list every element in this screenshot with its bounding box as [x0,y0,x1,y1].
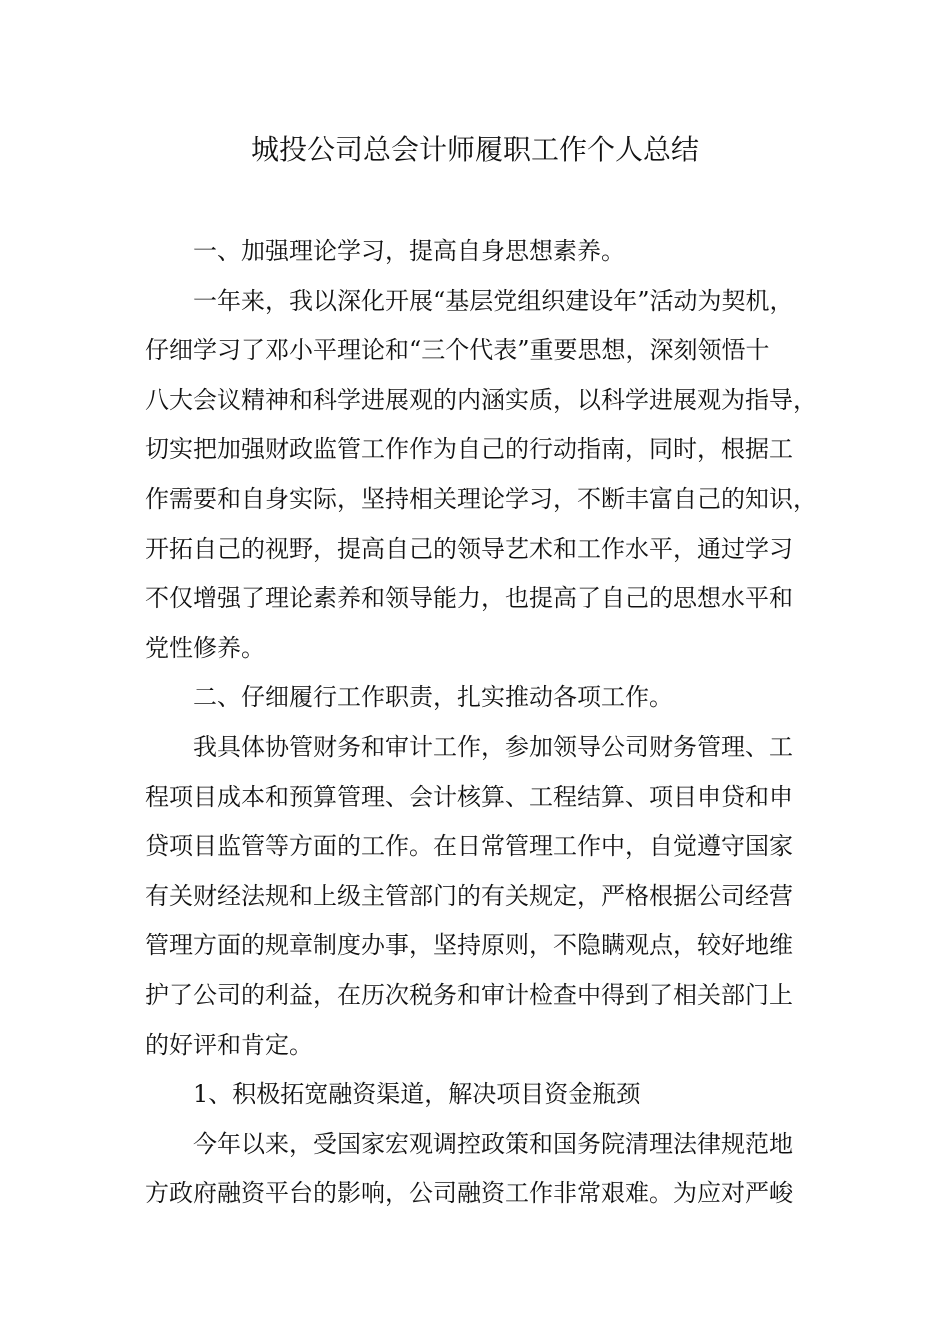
document-body [145,227,825,1219]
paragraph-line: 开拓自己的视野，提高自己的领导艺术和工作水平，通过学习 [145,534,793,563]
paragraph-line: 贷项目监管等方面的工作。在日常管理工作中，自觉遵守国家 [145,832,793,861]
paragraph-line: 仔细学习了邓小平理论和“三个代表”重要思想，深刻领悟十 [145,336,770,365]
paragraph-line: 今年以来，受国家宏观调控政策和国务院清理法律规范地 [193,1129,793,1158]
paragraph-line: 我具体协管财务和审计工作，参加领导公司财务管理、工 [193,732,793,761]
section-heading-2: 二、仔细履行工作职责，扎实推动各项工作。 [193,683,673,712]
paragraph-line: 方政府融资平台的影响，公司融资工作非常艰难。为应对严峻 [145,1179,793,1208]
paragraph-line: 党性修养。 [145,633,265,662]
paragraph-line: 不仅增强了理论素养和领导能力，也提高了自己的思想水平和 [145,584,793,613]
paragraph-line: 护了公司的利益，在历次税务和审计检查中得到了相关部门上 [145,980,793,1009]
paragraph-line: 一年来，我以深化开展“基层党组织建设年”活动为契机， [193,286,794,315]
paragraph-line: 作需要和自身实际，坚持相关理论学习，不断丰富自己的知识， [145,484,817,513]
paragraph-line: 有关财经法规和上级主管部门的有关规定，严格根据公司经营 [145,881,793,910]
paragraph-line: 的好评和肯定。 [145,1030,313,1059]
document-title: 城投公司总会计师履职工作个人总结 [250,133,699,166]
paragraph-line: 八大会议精神和科学进展观的内涵实质，以科学进展观为指导， [145,385,817,414]
section-heading-1: 一、加强理论学习，提高自身思想素养。 [193,237,625,265]
subsection-heading-1: 1、积极拓宽融资渠道，解决项目资金瓶颈 [193,1080,641,1109]
paragraph-line: 程项目成本和预算管理、会计核算、工程结算、项目申贷和申 [145,782,793,811]
paragraph-line: 管理方面的规章制度办事，坚持原则，不隐瞒观点，较好地维 [145,931,793,960]
paragraph-line: 切实把加强财政监管工作作为自己的行动指南，同时，根据工 [145,435,793,464]
